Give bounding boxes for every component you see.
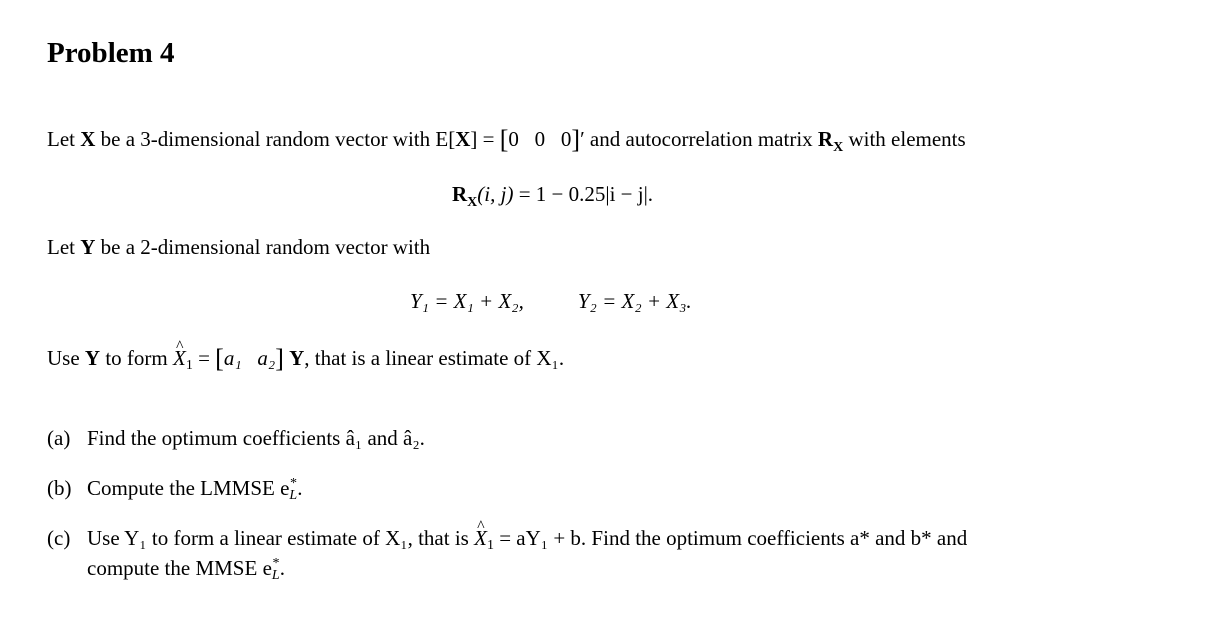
mean-vector: 0 0 0	[508, 127, 572, 151]
item-b: (b) Compute the LMMSE $e^*_L$.	[47, 476, 303, 503]
item-c: (c) Use Y₁ to form a linear estimate of X₁, that is ^ $X_1 = aY_1 + b$. Find the optimum coefficients a* and b* and compute the MMSE $e^*_L$.	[47, 523, 967, 583]
estimate-definition: Use Y to form ^ $X_1 = [a_1$ a₂] Y, that is a linear estimate of X₁.	[47, 345, 564, 372]
y-definition-text: Let Y be a 2-dimensional random vector with	[47, 235, 431, 259]
autocorrelation-equation: $R_X(i$, j) = 1 − 0.25|i − j|.	[452, 182, 654, 210]
y2-equation: Y₂ = X₂ + X₃.	[577, 289, 692, 313]
y-components-equation	[410, 288, 692, 314]
y1-equation: Y₁ = X₁ + X₂,	[410, 289, 524, 313]
bracket-left: [	[499, 125, 509, 154]
item-a: (a) Find the optimum coefficients â₁ and â₂.	[47, 426, 425, 450]
coefficient-row: a₁ a₂	[223, 346, 276, 370]
problem-title: Problem 4	[47, 37, 175, 69]
intro-paragraph: Let X be a 3-dimensional random vector with E[X] = [0 0 0]′ and autocorrelation matrix $R_X$ with elements	[47, 125, 966, 155]
x1-hat: ^ X	[173, 345, 186, 371]
bracket-right: ]	[571, 125, 581, 154]
